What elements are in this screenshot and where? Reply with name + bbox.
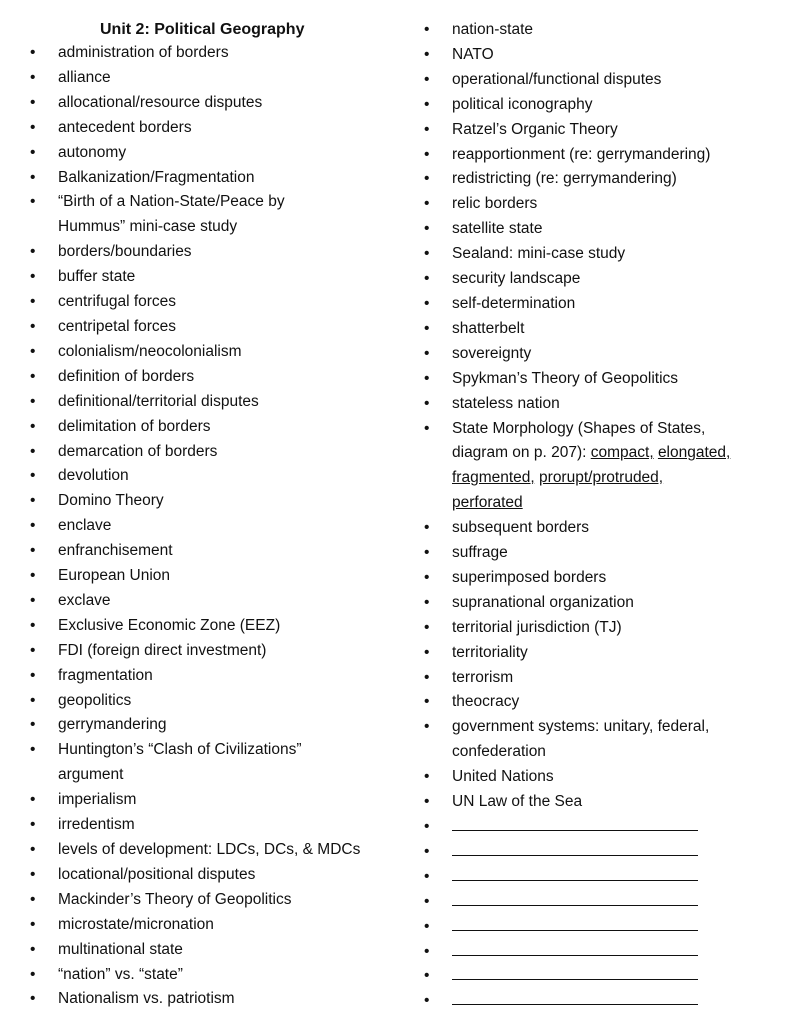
term-text: • multinational state xyxy=(58,940,183,958)
page-title: Unit 2: Political Geography xyxy=(100,21,305,38)
term-text: • stateless nation xyxy=(452,394,560,412)
term-text: • European Union xyxy=(58,567,171,585)
term-text: • shatterbelt xyxy=(452,319,525,337)
list-item xyxy=(424,765,784,790)
term-text: • nation-state xyxy=(452,21,533,38)
blank-line xyxy=(452,816,698,831)
term-text: • centrifugal forces xyxy=(58,293,177,311)
term-text: • definitional/territorial disputes xyxy=(58,392,259,410)
list-item xyxy=(424,690,784,715)
list-item xyxy=(424,591,784,616)
term-text: • demarcation of borders xyxy=(58,442,218,460)
list-item xyxy=(30,614,410,639)
term-text: • locational/positional disputes xyxy=(58,865,256,883)
term-text: • Sealand: mini-case study xyxy=(452,245,626,263)
list-item xyxy=(30,987,410,1012)
term-text: • borders/boundaries xyxy=(58,243,192,261)
list-item xyxy=(30,863,410,888)
list-item xyxy=(30,166,410,191)
list-item xyxy=(424,242,784,267)
list-item xyxy=(424,392,784,417)
term-text: • theocracy xyxy=(452,693,520,711)
list-item xyxy=(30,91,410,116)
list-item xyxy=(30,489,410,514)
term-text: • centripetal forces xyxy=(58,317,177,335)
term-text: • levels of development: LDCs, DCs, & MDCs xyxy=(58,841,361,858)
term-text: confederation xyxy=(452,743,546,761)
term-text: • enclave xyxy=(58,517,112,535)
list-item xyxy=(424,666,784,691)
list-item xyxy=(424,641,784,666)
left-term-list xyxy=(30,41,410,1012)
list-item xyxy=(424,18,784,43)
list-item xyxy=(30,365,410,390)
term-text: • NATO xyxy=(452,45,494,63)
term-text: • delimitation of borders xyxy=(58,417,211,435)
term-text: • Huntington’s “Clash of Civilizations” xyxy=(58,741,302,759)
list-item xyxy=(424,367,784,392)
blank-list-item xyxy=(424,915,784,940)
term-text: • State Morphology (Shapes of States, xyxy=(452,419,706,437)
term-text: • Mackinder’s Theory of Geopolitics xyxy=(58,890,292,908)
list-item xyxy=(30,240,410,265)
list-item xyxy=(424,143,784,168)
list-item xyxy=(30,938,410,963)
blank-list-item xyxy=(424,840,784,865)
term-text: • Exclusive Economic Zone (EEZ) xyxy=(58,616,281,634)
term-text: • terrorism xyxy=(452,668,514,686)
term-text: • supranational organization xyxy=(452,593,634,611)
term-text: • buffer state xyxy=(58,268,136,286)
list-item xyxy=(424,342,784,367)
term-text: • operational/functional disputes xyxy=(452,70,662,88)
term-text: • sovereignty xyxy=(452,344,532,362)
blank-list-item xyxy=(424,890,784,915)
list-item xyxy=(30,514,410,539)
blank-line xyxy=(452,965,698,980)
term-text: • imperialism xyxy=(58,791,137,809)
term-text: • definition of borders xyxy=(58,367,195,385)
list-item xyxy=(424,541,784,566)
list-item xyxy=(424,317,784,342)
state-shape-term: fragmented, xyxy=(452,469,535,487)
list-item xyxy=(30,664,410,689)
term-text: • subsequent borders xyxy=(452,519,590,537)
state-shape-term: perforated xyxy=(452,494,523,512)
list-item xyxy=(30,913,410,938)
list-item xyxy=(424,167,784,192)
list-item xyxy=(30,589,410,614)
term-text: • exclave xyxy=(58,591,111,609)
list-item xyxy=(30,141,410,166)
term-text: • reapportionment (re: gerrymandering) xyxy=(452,145,711,163)
term-text: • allocational/resource disputes xyxy=(58,93,263,111)
term-text: • suffrage xyxy=(452,544,508,562)
list-item xyxy=(30,464,410,489)
right-term-list xyxy=(424,18,784,1014)
term-text: • United Nations xyxy=(452,768,554,786)
list-item xyxy=(424,118,784,143)
term-text: • “nation” vs. “state” xyxy=(58,965,183,983)
list-item xyxy=(30,788,410,813)
term-text: • satellite state xyxy=(452,220,543,238)
list-item xyxy=(30,738,410,788)
list-item xyxy=(424,292,784,317)
term-text: • Balkanization/Fragmentation xyxy=(58,168,255,186)
term-text: • irredentism xyxy=(58,816,135,834)
list-item xyxy=(30,190,410,240)
term-text: • devolution xyxy=(58,467,129,485)
list-item xyxy=(30,888,410,913)
list-item xyxy=(30,265,410,290)
list-item xyxy=(30,340,410,365)
list-item xyxy=(30,838,410,863)
term-text: diagram on p. 207): compact, elongated, xyxy=(452,444,731,462)
list-item xyxy=(30,415,410,440)
list-item xyxy=(30,564,410,589)
term-text: • territoriality xyxy=(452,643,528,661)
term-text: • redistricting (re: gerrymandering) xyxy=(452,170,677,188)
list-item xyxy=(424,417,784,517)
term-text: • FDI (foreign direct investment) xyxy=(58,641,267,659)
state-shape-term: compact, xyxy=(590,444,654,462)
list-item xyxy=(424,715,784,765)
list-item xyxy=(30,41,410,66)
list-item xyxy=(424,616,784,641)
term-text: • political iconography xyxy=(452,95,593,113)
blank-line xyxy=(452,866,698,881)
list-item xyxy=(424,192,784,217)
list-item xyxy=(424,566,784,591)
list-item xyxy=(30,963,410,988)
term-text: • superimposed borders xyxy=(452,568,607,586)
right-column xyxy=(424,18,784,1014)
list-item xyxy=(30,539,410,564)
left-column xyxy=(30,18,410,1012)
list-item xyxy=(30,290,410,315)
blank-line xyxy=(452,841,698,856)
list-item xyxy=(30,66,410,91)
term-text: • security landscape xyxy=(452,270,581,288)
list-item xyxy=(30,440,410,465)
term-text: argument xyxy=(58,766,124,784)
term-text: Hummus” mini-case study xyxy=(58,218,238,236)
term-text: • microstate/micronation xyxy=(58,915,214,933)
term-text: • colonialism/neocolonialism xyxy=(58,342,242,360)
term-text: • fragmentation xyxy=(58,666,153,684)
blank-list-item xyxy=(424,989,784,1014)
list-item xyxy=(424,93,784,118)
blank-list-item xyxy=(424,940,784,965)
term-text: • self-determination xyxy=(452,294,576,312)
list-item xyxy=(424,43,784,68)
list-item xyxy=(424,68,784,93)
term-text: • territorial jurisdiction (TJ) xyxy=(452,618,622,636)
blank-line xyxy=(452,891,698,906)
list-item xyxy=(424,790,784,815)
term-text: • geopolitics xyxy=(58,691,132,709)
term-text: • government systems: unitary, federal, xyxy=(452,718,710,736)
state-shape-term: prorupt/protruded, xyxy=(539,469,664,487)
term-text: • autonomy xyxy=(58,143,127,161)
term-text: • administration of borders xyxy=(58,44,229,61)
list-item xyxy=(30,689,410,714)
term-text: • gerrymandering xyxy=(58,716,167,734)
blank-list-item xyxy=(424,865,784,890)
term-text: • UN Law of the Sea xyxy=(452,793,583,811)
list-item xyxy=(424,217,784,242)
term-text: • antecedent borders xyxy=(58,118,192,136)
blank-list-item xyxy=(424,815,784,840)
term-text: • relic borders xyxy=(452,195,538,213)
term-text: • Ratzel’s Organic Theory xyxy=(452,120,618,138)
blank-line xyxy=(452,941,698,956)
list-item xyxy=(30,813,410,838)
list-item xyxy=(30,116,410,141)
term-text: • enfranchisement xyxy=(58,542,173,560)
state-shape-term: elongated, xyxy=(657,444,731,462)
list-item xyxy=(424,516,784,541)
term-text xyxy=(452,466,784,491)
blank-line xyxy=(452,916,698,931)
list-item xyxy=(30,390,410,415)
list-item xyxy=(30,639,410,664)
term-text: • Spykman’s Theory of Geopolitics xyxy=(452,369,679,387)
blank-list-item xyxy=(424,964,784,989)
list-item xyxy=(424,267,784,292)
term-text: • Nationalism vs. patriotism xyxy=(58,990,235,1008)
list-item xyxy=(30,315,410,340)
term-text xyxy=(452,491,784,516)
list-item xyxy=(30,713,410,738)
term-text: • alliance xyxy=(58,68,111,86)
blank-line xyxy=(452,990,698,1005)
term-text: • “Birth of a Nation-State/Peace by xyxy=(58,193,285,211)
term-text: • Domino Theory xyxy=(58,492,164,510)
